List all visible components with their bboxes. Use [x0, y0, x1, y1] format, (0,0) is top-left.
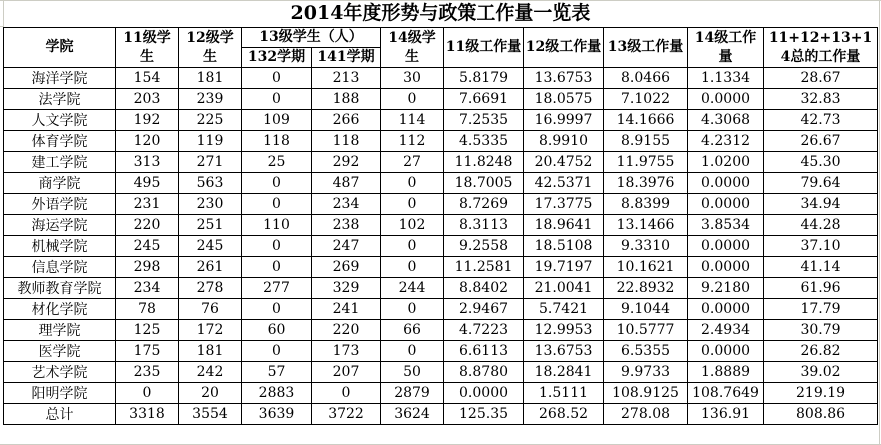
table-title: 2014年度形势与政策工作量一览表: [290, 2, 591, 24]
table-cell: 136.91: [688, 404, 764, 425]
table-cell: 18.5108: [524, 236, 604, 257]
table-cell: 118: [242, 131, 312, 152]
row-label: 材化学院: [4, 299, 116, 320]
table-cell: 313: [116, 152, 179, 173]
table-cell: 14.1666: [604, 110, 688, 131]
col-header-total-workload: 11+12+13+14总的工作量: [764, 28, 878, 68]
row-label: 商学院: [4, 173, 116, 194]
row-label: 理学院: [4, 320, 116, 341]
table-cell: 6.5355: [604, 341, 688, 362]
table-cell: 173: [312, 341, 381, 362]
table-cell: 18.9641: [524, 215, 604, 236]
table-cell: 808.86: [764, 404, 878, 425]
table-cell: 0: [242, 299, 312, 320]
table-cell: 108.9125: [604, 383, 688, 404]
table-cell: 125.35: [444, 404, 524, 425]
table-cell: 4.2312: [688, 131, 764, 152]
table-row: [4, 299, 878, 320]
table-cell: 119: [179, 131, 242, 152]
table-cell: 238: [312, 215, 381, 236]
table-cell: 8.0466: [604, 68, 688, 89]
table-cell: 102: [381, 215, 444, 236]
table-cell: 235: [116, 362, 179, 383]
table-cell: 0: [381, 194, 444, 215]
table-cell: 251: [179, 215, 242, 236]
table-cell: 0.0000: [688, 173, 764, 194]
table-cell: 20.4752: [524, 152, 604, 173]
table-cell: 0: [242, 341, 312, 362]
table-cell: 7.1022: [604, 89, 688, 110]
table-cell: 8.9155: [604, 131, 688, 152]
table-row: [4, 89, 878, 110]
table-cell: 0: [242, 257, 312, 278]
table-cell: 9.2180: [688, 278, 764, 299]
table-cell: 17.3775: [524, 194, 604, 215]
col-header-g12-students: 12级学生: [179, 28, 242, 68]
table-cell: 9.1044: [604, 299, 688, 320]
table-cell: 278.08: [604, 404, 688, 425]
table-cell: 563: [179, 173, 242, 194]
table-cell: 154: [116, 68, 179, 89]
table-cell: 0: [116, 383, 179, 404]
table-cell: 5.8179: [444, 68, 524, 89]
table-cell: 21.0041: [524, 278, 604, 299]
table-cell: 60: [242, 320, 312, 341]
table-row: [4, 236, 878, 257]
table-cell: 203: [116, 89, 179, 110]
table-cell: 8.3113: [444, 215, 524, 236]
row-label: 外语学院: [4, 194, 116, 215]
table-cell: 109: [242, 110, 312, 131]
table-cell: 6.6113: [444, 341, 524, 362]
table-row: [4, 341, 878, 362]
table-cell: 20: [179, 383, 242, 404]
table-cell: 8.8399: [604, 194, 688, 215]
row-label: 阳明学院: [4, 383, 116, 404]
row-label: 教师教育学院: [4, 278, 116, 299]
table-cell: 3554: [179, 404, 242, 425]
row-label: 法学院: [4, 89, 116, 110]
table-cell: 45.30: [764, 152, 878, 173]
table-cell: 41.14: [764, 257, 878, 278]
table-cell: 271: [179, 152, 242, 173]
table-cell: 207: [312, 362, 381, 383]
table-cell: 0: [381, 173, 444, 194]
row-label: 体育学院: [4, 131, 116, 152]
table-cell: 0.0000: [688, 299, 764, 320]
table-cell: 42.73: [764, 110, 878, 131]
table-cell: 225: [179, 110, 242, 131]
table-cell: 19.7197: [524, 257, 604, 278]
table-cell: 108.7649: [688, 383, 764, 404]
table-cell: 13.1466: [604, 215, 688, 236]
table-cell: 188: [312, 89, 381, 110]
table-cell: 1.8889: [688, 362, 764, 383]
table-cell: 0: [381, 236, 444, 257]
table-cell: 0: [242, 173, 312, 194]
table-cell: 0.0000: [688, 194, 764, 215]
table-row: [4, 68, 878, 89]
table-cell: 0.0000: [688, 257, 764, 278]
table-cell: 3639: [242, 404, 312, 425]
table-cell: 0.0000: [688, 89, 764, 110]
col-header-g13-students-group: 13级学生（人）: [242, 28, 381, 48]
table-cell: 298: [116, 257, 179, 278]
table-cell: 0: [242, 194, 312, 215]
table-cell: 13.6753: [524, 341, 604, 362]
table-cell: 9.9733: [604, 362, 688, 383]
table-cell: 0: [381, 341, 444, 362]
col-header-g11-students: 11级学生: [116, 28, 179, 68]
table-cell: 1.1334: [688, 68, 764, 89]
table-cell: 18.7005: [444, 173, 524, 194]
table-row: [4, 131, 878, 152]
total-row: [4, 404, 878, 425]
table-cell: 487: [312, 173, 381, 194]
table-cell: 241: [312, 299, 381, 320]
table-cell: 16.9997: [524, 110, 604, 131]
table-cell: 172: [179, 320, 242, 341]
table-cell: 13.6753: [524, 68, 604, 89]
table-cell: 181: [179, 68, 242, 89]
table-cell: 245: [179, 236, 242, 257]
col-header-g14-students: 14级学生: [381, 28, 444, 68]
table-cell: 7.2535: [444, 110, 524, 131]
table-cell: 231: [116, 194, 179, 215]
table-cell: 3318: [116, 404, 179, 425]
table-cell: 329: [312, 278, 381, 299]
table-cell: 261: [179, 257, 242, 278]
table-cell: 110: [242, 215, 312, 236]
table-row: [4, 320, 878, 341]
table-cell: 247: [312, 236, 381, 257]
table-cell: 25: [242, 152, 312, 173]
table-cell: 495: [116, 173, 179, 194]
table-cell: 4.3068: [688, 110, 764, 131]
row-label: 总计: [4, 404, 116, 425]
row-label: 人文学院: [4, 110, 116, 131]
table-cell: 8.8780: [444, 362, 524, 383]
table-cell: 4.7223: [444, 320, 524, 341]
table-cell: 26.67: [764, 131, 878, 152]
col-header-term-141: 141学期: [312, 48, 381, 68]
col-header-college: 学院: [4, 28, 116, 68]
table-cell: 2.9467: [444, 299, 524, 320]
table-cell: 57: [242, 362, 312, 383]
table-cell: 30.79: [764, 320, 878, 341]
table-cell: 18.2841: [524, 362, 604, 383]
table-row: [4, 152, 878, 173]
table-cell: 32.83: [764, 89, 878, 110]
table-cell: 181: [179, 341, 242, 362]
table-cell: 3.8534: [688, 215, 764, 236]
table-cell: 37.10: [764, 236, 878, 257]
table-row: [4, 194, 878, 215]
table-cell: 66: [381, 320, 444, 341]
table-cell: 8.8402: [444, 278, 524, 299]
table-cell: 278: [179, 278, 242, 299]
table-cell: 292: [312, 152, 381, 173]
col-header-g12-workload: 12级工作量: [524, 28, 604, 68]
table-row: [4, 257, 878, 278]
table-cell: 42.5371: [524, 173, 604, 194]
table-cell: 5.7421: [524, 299, 604, 320]
row-label: 机械学院: [4, 236, 116, 257]
table-cell: 1.0200: [688, 152, 764, 173]
table-cell: 0: [242, 68, 312, 89]
table-cell: 0.0000: [444, 383, 524, 404]
table-cell: 22.8932: [604, 278, 688, 299]
table-cell: 79.64: [764, 173, 878, 194]
table-cell: 266: [312, 110, 381, 131]
table-cell: 234: [116, 278, 179, 299]
table-cell: 0: [312, 383, 381, 404]
table-cell: 10.5777: [604, 320, 688, 341]
row-label: 医学院: [4, 341, 116, 362]
table-cell: 28.67: [764, 68, 878, 89]
table-cell: 175: [116, 341, 179, 362]
table-cell: 242: [179, 362, 242, 383]
table-cell: 277: [242, 278, 312, 299]
table-row: [4, 362, 878, 383]
row-label: 海洋学院: [4, 68, 116, 89]
col-header-g14-workload: 14级工作量: [688, 28, 764, 68]
gridline: [3, 1, 4, 27]
table-cell: 0: [242, 236, 312, 257]
table-cell: 268.52: [524, 404, 604, 425]
table-cell: 0: [381, 89, 444, 110]
table-cell: 0: [381, 257, 444, 278]
table-body: [4, 68, 878, 425]
table-cell: 112: [381, 131, 444, 152]
table-cell: 76: [179, 299, 242, 320]
table-cell: 0: [381, 299, 444, 320]
table-cell: 0: [242, 89, 312, 110]
table-cell: 27: [381, 152, 444, 173]
table-cell: 0.0000: [688, 341, 764, 362]
table-cell: 245: [116, 236, 179, 257]
table-cell: 239: [179, 89, 242, 110]
table-cell: 230: [179, 194, 242, 215]
table-cell: 61.96: [764, 278, 878, 299]
table-cell: 44.28: [764, 215, 878, 236]
table-cell: 26.82: [764, 341, 878, 362]
table-cell: 11.9755: [604, 152, 688, 173]
table-cell: 9.2558: [444, 236, 524, 257]
table-cell: 10.1621: [604, 257, 688, 278]
table-row: [4, 215, 878, 236]
table-cell: 234: [312, 194, 381, 215]
table-row: [4, 173, 878, 194]
table-cell: 269: [312, 257, 381, 278]
gridline: [0, 26, 3, 27]
row-label: 艺术学院: [4, 362, 116, 383]
table-cell: 2879: [381, 383, 444, 404]
table-cell: 220: [312, 320, 381, 341]
table-cell: 8.9910: [524, 131, 604, 152]
table-cell: 0.0000: [688, 236, 764, 257]
table-cell: 7.6691: [444, 89, 524, 110]
table-row: [4, 110, 878, 131]
workload-table: [3, 27, 878, 425]
table-cell: 11.8248: [444, 152, 524, 173]
header-row-1: [4, 28, 878, 48]
col-header-g13-workload: 13级工作量: [604, 28, 688, 68]
row-label: 建工学院: [4, 152, 116, 173]
table-cell: 125: [116, 320, 179, 341]
table-cell: 17.79: [764, 299, 878, 320]
table-cell: 2883: [242, 383, 312, 404]
table-cell: 30: [381, 68, 444, 89]
table-cell: 11.2581: [444, 257, 524, 278]
col-header-term-132: 132学期: [242, 48, 312, 68]
table-cell: 118: [312, 131, 381, 152]
table-cell: 219.19: [764, 383, 878, 404]
gridline: [879, 1, 880, 445]
table-cell: 78: [116, 299, 179, 320]
table-cell: 213: [312, 68, 381, 89]
table-cell: 114: [381, 110, 444, 131]
table-cell: 4.5335: [444, 131, 524, 152]
table-cell: 18.0575: [524, 89, 604, 110]
table-cell: 2.4934: [688, 320, 764, 341]
table-cell: 12.9953: [524, 320, 604, 341]
table-cell: 39.02: [764, 362, 878, 383]
row-label: 海运学院: [4, 215, 116, 236]
row-label: 信息学院: [4, 257, 116, 278]
table-cell: 244: [381, 278, 444, 299]
table-cell: 1.5111: [524, 383, 604, 404]
table-cell: 192: [116, 110, 179, 131]
table-cell: 120: [116, 131, 179, 152]
table-cell: 220: [116, 215, 179, 236]
table-row: [4, 383, 878, 404]
table-cell: 50: [381, 362, 444, 383]
table-row: [4, 278, 878, 299]
table-header: [4, 28, 878, 68]
table-cell: 8.7269: [444, 194, 524, 215]
table-cell: 3624: [381, 404, 444, 425]
table-cell: 34.94: [764, 194, 878, 215]
table-cell: 9.3310: [604, 236, 688, 257]
table-cell: 18.3976: [604, 173, 688, 194]
table-cell: 3722: [312, 404, 381, 425]
col-header-g11-workload: 11级工作量: [444, 28, 524, 68]
